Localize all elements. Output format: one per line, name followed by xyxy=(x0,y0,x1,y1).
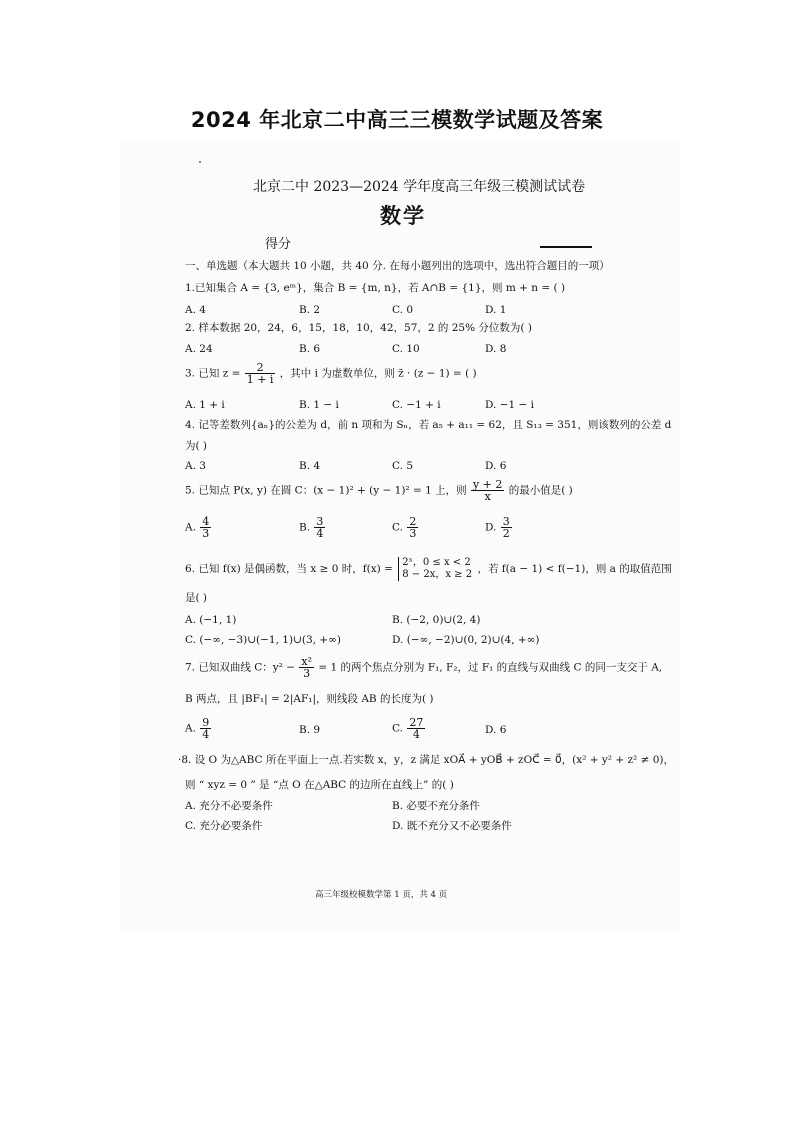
scan-speck xyxy=(199,161,201,163)
score-label: 得分 xyxy=(265,237,292,252)
question-8-stem-continued: 则 “ xyz = 0 ” 是 “点 O 在△ABC 的边所在直线上” 的( ) xyxy=(185,779,454,791)
question-6-option-c: C. (−∞, −3)∪(−1, 1)∪(3, +∞) xyxy=(185,634,341,646)
question-1-option-a: A. 4 xyxy=(185,304,206,316)
question-5-option-b-fraction xyxy=(314,516,325,539)
question-2-option-c: C. 10 xyxy=(392,343,420,355)
question-5-stem xyxy=(185,479,573,502)
question-5-fraction-numerator: y + 2 xyxy=(472,478,503,491)
subject-heading: 数学 xyxy=(380,203,426,228)
exam-title: 北京二中 2023—2024 学年度高三年级三模测试试卷 xyxy=(253,179,586,195)
question-5-option-c-numerator: 2 xyxy=(409,515,417,528)
question-5-stem-pre: 5. 已知点 P(x, y) 在圆 C：(x − 1)² + (y − 1)² = 1 上，则 xyxy=(185,484,467,497)
question-4-option-c: C. 5 xyxy=(392,460,414,472)
question-3-option-b: B. 1 − i xyxy=(299,399,339,411)
question-3-fraction-denominator: 1 + i xyxy=(246,373,274,386)
question-6-stem xyxy=(185,557,672,581)
question-7-option-a-denominator: 4 xyxy=(202,728,210,741)
section-heading: 一、单选题（本大题共 10 小题，共 40 分. 在每小题列出的选项中，选出符合题目的一项） xyxy=(185,260,610,272)
question-6-option-a: A. (−1, 1) xyxy=(185,614,237,626)
question-1-stem: 1.已知集合 A = {3, eᵐ}，集合 B = {m, n}，若 A∩B = {1}，则 m + n = ( ) xyxy=(185,282,566,294)
page-footer: 高三年级校模数学第 1 页，共 4 页 xyxy=(315,890,448,900)
question-8-stem: ·8. 设 O 为△ABC 所在平面上一点.若实数 x，y，z 满足 xOA⃗ + yOB⃗ + zOC⃗ = 0⃗，(x² + y² + z² ≠ 0)， xyxy=(178,754,674,766)
question-2-option-d: D. 8 xyxy=(485,343,507,355)
question-8-option-a: A. 充分不必要条件 xyxy=(185,800,273,812)
question-3-option-c: C. −1 + i xyxy=(392,399,441,411)
question-5-option-d xyxy=(485,516,513,539)
question-3-stem-post: ，其中 i 为虚数单位，则 z̄ · (z − 1) = ( ) xyxy=(279,367,477,380)
question-4-stem-continued: 为( ) xyxy=(185,440,208,452)
question-7-option-c-numerator: 27 xyxy=(409,716,424,729)
question-7-option-d: D. 6 xyxy=(485,724,507,736)
question-5-option-b xyxy=(299,516,326,539)
question-5-option-b-label: B. xyxy=(299,521,311,534)
question-7-option-a-fraction xyxy=(200,717,211,740)
question-3-option-d: D. −1 − i xyxy=(485,399,535,411)
question-5-fraction-denominator: x xyxy=(484,490,491,503)
question-2-option-b: B. 6 xyxy=(299,343,321,355)
question-7-option-c-fraction xyxy=(407,717,425,740)
question-3-option-a: A. 1 + i xyxy=(185,399,225,411)
question-5-option-d-denominator: 2 xyxy=(502,527,510,540)
question-4-stem: 4. 记等差数列{aₙ}的公差为 d，前 n 项和为 Sₙ，若 a₅ + a₁₁ = 62，且 S₁₃ = 351，则该数列的公差 d xyxy=(185,419,672,431)
score-blank-line xyxy=(540,246,592,248)
question-6-option-b: B. (−2, 0)∪(2, 4) xyxy=(392,614,481,626)
question-7-option-c xyxy=(392,717,426,740)
question-2-option-a: A. 24 xyxy=(185,343,213,355)
question-7-stem-pre: 7. 已知双曲线 C：y² − xyxy=(185,661,296,674)
question-5-option-a-denominator: 3 xyxy=(202,527,210,540)
question-7-fraction-denominator: 3 xyxy=(303,667,311,680)
question-6-stem-continued: 是( ) xyxy=(185,592,208,604)
question-7-option-c-denominator: 4 xyxy=(412,728,420,741)
question-5-fraction xyxy=(471,479,504,502)
question-7-fraction xyxy=(299,656,314,679)
question-7-option-a-numerator: 9 xyxy=(202,716,210,729)
document-title: 2024 年北京二中高三三模数学试题及答案 xyxy=(190,108,604,132)
question-7-stem-post: = 1 的两个焦点分别为 F₁, F₂，过 F₁ 的直线与双曲线 C 的同一支交于 A, xyxy=(318,661,663,674)
question-5-option-a-numerator: 4 xyxy=(202,515,210,528)
question-5-option-c-label: C. xyxy=(392,521,403,534)
question-7-option-a xyxy=(185,717,212,740)
question-7-option-a-label: A. xyxy=(185,722,196,735)
question-7-stem-continued: B 两点，且 |BF₁| = 2|AF₁|，则线段 AB 的长度为( ) xyxy=(185,693,434,705)
question-5-option-c xyxy=(392,516,419,539)
question-7-fraction-numerator: x² xyxy=(301,655,312,668)
question-8-option-c: C. 充分必要条件 xyxy=(185,820,263,832)
question-3-stem-pre: 3. 已知 z = xyxy=(185,367,241,380)
question-5-option-a-fraction xyxy=(200,516,211,539)
question-6-case-2: 8 − 2x，x ≥ 2 xyxy=(402,569,473,580)
question-4-option-a: A. 3 xyxy=(185,460,206,472)
question-4-option-d: D. 6 xyxy=(485,460,507,472)
question-8-option-d: D. 既不充分又不必要条件 xyxy=(392,820,512,832)
question-2-stem: 2. 样本数据 20，24，6，15，18，10，42，57，2 的 25% 分位数为( ) xyxy=(185,322,532,334)
question-5-stem-post: 的最小值是( ) xyxy=(508,484,573,497)
question-3-fraction xyxy=(245,362,276,385)
question-4-option-b: B. 4 xyxy=(299,460,321,472)
question-5-option-d-label: D. xyxy=(485,521,497,534)
question-7-stem xyxy=(185,656,662,679)
question-6-case-1: 2ˣ，0 ≤ x < 2 xyxy=(402,557,471,568)
question-6-option-d: D. (−∞, −2)∪(0, 2)∪(4, +∞) xyxy=(392,634,540,646)
question-5-option-a-label: A. xyxy=(185,521,196,534)
question-8-option-b: B. 必要不充分条件 xyxy=(392,800,480,812)
question-5-option-a xyxy=(185,516,212,539)
question-5-option-b-numerator: 3 xyxy=(316,515,324,528)
question-3-fraction-numerator: 2 xyxy=(245,362,276,374)
question-5-option-c-fraction xyxy=(407,516,418,539)
question-1-option-c: C. 0 xyxy=(392,304,414,316)
question-6-piecewise xyxy=(398,557,472,581)
question-5-option-d-numerator: 3 xyxy=(502,515,510,528)
question-5-option-d-fraction xyxy=(501,516,512,539)
question-3-stem xyxy=(185,362,477,385)
question-5-option-c-denominator: 3 xyxy=(409,527,417,540)
question-7-option-b: B. 9 xyxy=(299,724,321,736)
question-1-option-b: B. 2 xyxy=(299,304,321,316)
question-6-stem-post: ，若 f(a − 1) < f(−1)，则 a 的取值范围 xyxy=(477,563,672,575)
question-6-stem-pre: 6. 已知 f(x) 是偶函数，当 x ≥ 0 时，f(x) = xyxy=(185,563,393,575)
question-5-option-b-denominator: 4 xyxy=(316,527,324,540)
question-1-option-d: D. 1 xyxy=(485,304,507,316)
question-7-option-c-label: C. xyxy=(392,722,403,735)
